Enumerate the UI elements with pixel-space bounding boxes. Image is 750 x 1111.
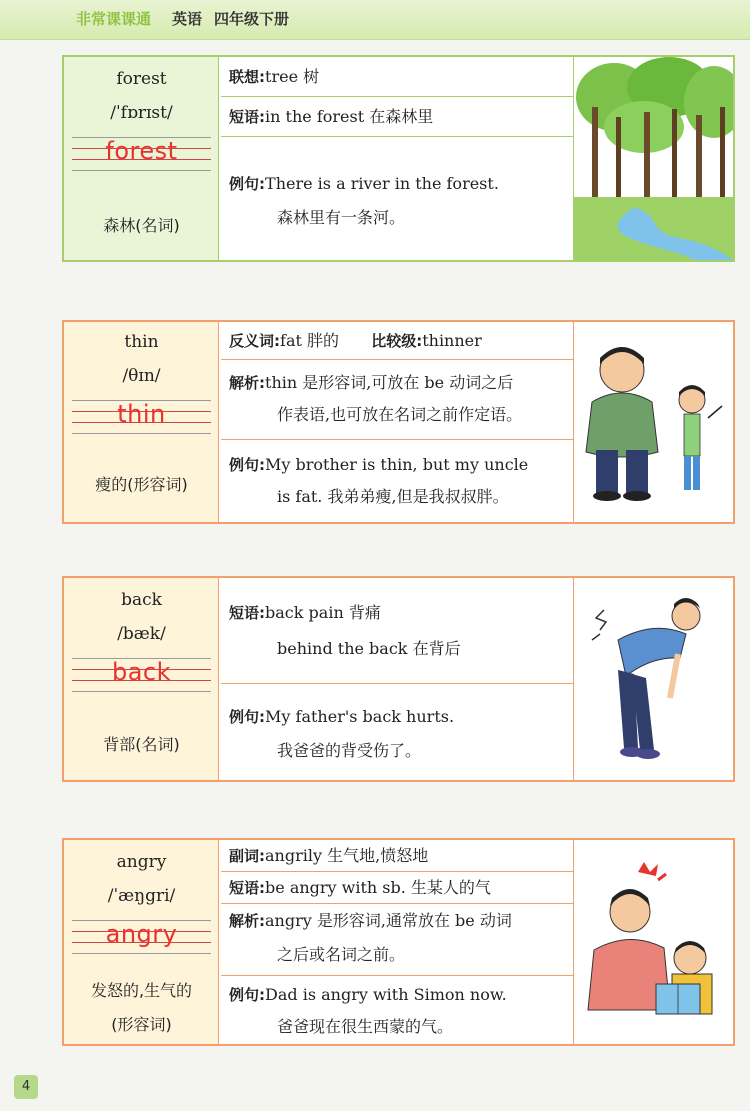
page-number: 4 xyxy=(14,1075,38,1099)
row-label: 联想 xyxy=(229,68,260,86)
row-text-2: 爸爸现在很生西蒙的气。 xyxy=(277,1017,454,1036)
row-label: 短语 xyxy=(229,108,260,126)
row-text: tree 树 xyxy=(265,67,320,86)
row-text: back pain 背痛 xyxy=(265,603,381,622)
headword: back xyxy=(121,590,162,610)
row-label: 短语 xyxy=(229,879,260,897)
fat-man-thin-boy-illustration xyxy=(573,322,733,522)
row-text-2: 森林里有一条河。 xyxy=(277,208,406,227)
word-panel xyxy=(64,578,219,780)
handwriting-word: thin xyxy=(117,400,166,428)
row-text-b: thinner xyxy=(422,331,482,350)
phonetic: /ˈfɒrɪst/ xyxy=(110,103,173,123)
example-row: 例句:My brother is thin, but my uncle is fat. 我弟弟瘦,但是我叔叔胖。 xyxy=(221,440,575,524)
page-header xyxy=(0,0,750,40)
writing-lines xyxy=(72,400,211,434)
adverb-row: 副词:angrily 生气地,愤怒地 xyxy=(221,840,575,872)
row-label: 短语 xyxy=(229,604,260,622)
handwriting-word: forest xyxy=(105,137,178,165)
row-text-2: 之后或名词之前。 xyxy=(277,945,406,964)
row-label: 例句 xyxy=(229,456,260,474)
phrase-row: 短语:be angry with sb. 生某人的气 xyxy=(221,872,575,904)
row-label: 解析 xyxy=(229,374,260,392)
row-text: be angry with sb. 生某人的气 xyxy=(265,878,491,897)
row-label: 例句 xyxy=(229,175,260,193)
vocab-card-forest xyxy=(62,55,735,262)
subject-title: 英语 xyxy=(172,10,203,28)
row-text-2: 我爸爸的背受伤了。 xyxy=(277,741,422,760)
row-text: My brother is thin, but my uncle xyxy=(265,455,529,474)
vocab-card-back xyxy=(62,576,735,782)
row-text-2: behind the back 在背后 xyxy=(277,639,461,658)
handwriting-word: back xyxy=(111,658,172,686)
word-panel xyxy=(64,840,219,1044)
row-text: Dad is angry with Simon now. xyxy=(265,985,507,1004)
phonetic: /bæk/ xyxy=(117,624,166,644)
part-of-speech: 瘦的(形容词) xyxy=(95,475,188,494)
man-back-pain-illustration xyxy=(573,578,733,780)
part-of-speech: 发怒的,生气的 xyxy=(90,981,193,1000)
row-label: 反义词 xyxy=(229,332,275,350)
row-label: 例句 xyxy=(229,986,260,1004)
forest-river-illustration xyxy=(573,57,733,260)
word-panel xyxy=(64,57,219,260)
phrase-row: 短语:back pain 背痛 behind the back 在背后 xyxy=(221,578,575,684)
headword: thin xyxy=(124,332,159,352)
series-title: 非常课课通 xyxy=(76,10,152,28)
row-text: There is a river in the forest. xyxy=(265,174,499,193)
row-label-2: 比较级 xyxy=(371,332,417,350)
headword: angry xyxy=(116,852,167,872)
example-row: 例句:There is a river in the forest. 森林里有一条河。 xyxy=(221,137,575,262)
vocab-card-angry xyxy=(62,838,735,1046)
angry-dad-boy-illustration xyxy=(573,840,733,1044)
row-text-2: 作表语,也可放在名词之前作定语。 xyxy=(277,405,523,424)
row-text: thin 是形容词,可放在 be 动词之后 xyxy=(265,373,514,392)
example-row: 例句:Dad is angry with Simon now. 爸爸现在很生西蒙的气。 xyxy=(221,976,575,1046)
association-row: 联想:tree 树 xyxy=(221,57,575,97)
example-row: 例句:My father's back hurts. 我爸爸的背受伤了。 xyxy=(221,684,575,782)
row-label: 例句 xyxy=(229,708,260,726)
word-panel xyxy=(64,322,219,522)
analysis-row: 解析:thin 是形容词,可放在 be 动词之后 作表语,也可放在名词之前作定语。 xyxy=(221,360,575,440)
vocab-card-thin xyxy=(62,320,735,524)
row-text-2: is fat. 我弟弟瘦,但是我叔叔胖。 xyxy=(277,487,509,506)
headword: forest xyxy=(116,69,167,89)
grade-title: 四年级下册 xyxy=(214,10,290,28)
row-text: angry 是形容词,通常放在 be 动词 xyxy=(265,911,512,930)
phonetic: /ˈæŋgri/ xyxy=(107,886,176,906)
handwriting-word: angry xyxy=(105,920,178,948)
part-of-speech: 森林(名词) xyxy=(103,216,180,235)
writing-lines xyxy=(72,920,211,954)
row-text: in the forest 在森林里 xyxy=(265,107,434,126)
row-label: 解析 xyxy=(229,912,260,930)
analysis-row: 解析:angry 是形容词,通常放在 be 动词 之后或名词之前。 xyxy=(221,904,575,976)
row-text: angrily 生气地,愤怒地 xyxy=(265,846,429,865)
antonym-row: 反义词:fat 胖的 比较级:thinner xyxy=(221,322,575,360)
row-label: 副词 xyxy=(229,847,260,865)
phonetic: /θɪn/ xyxy=(122,366,161,386)
writing-lines xyxy=(72,658,211,692)
row-text: fat 胖的 xyxy=(280,331,339,350)
part-of-speech-2: (形容词) xyxy=(111,1015,172,1034)
row-text: My father's back hurts. xyxy=(265,707,455,726)
writing-lines xyxy=(72,137,211,171)
phrase-row: 短语:in the forest 在森林里 xyxy=(221,97,575,137)
part-of-speech: 背部(名词) xyxy=(103,735,180,754)
